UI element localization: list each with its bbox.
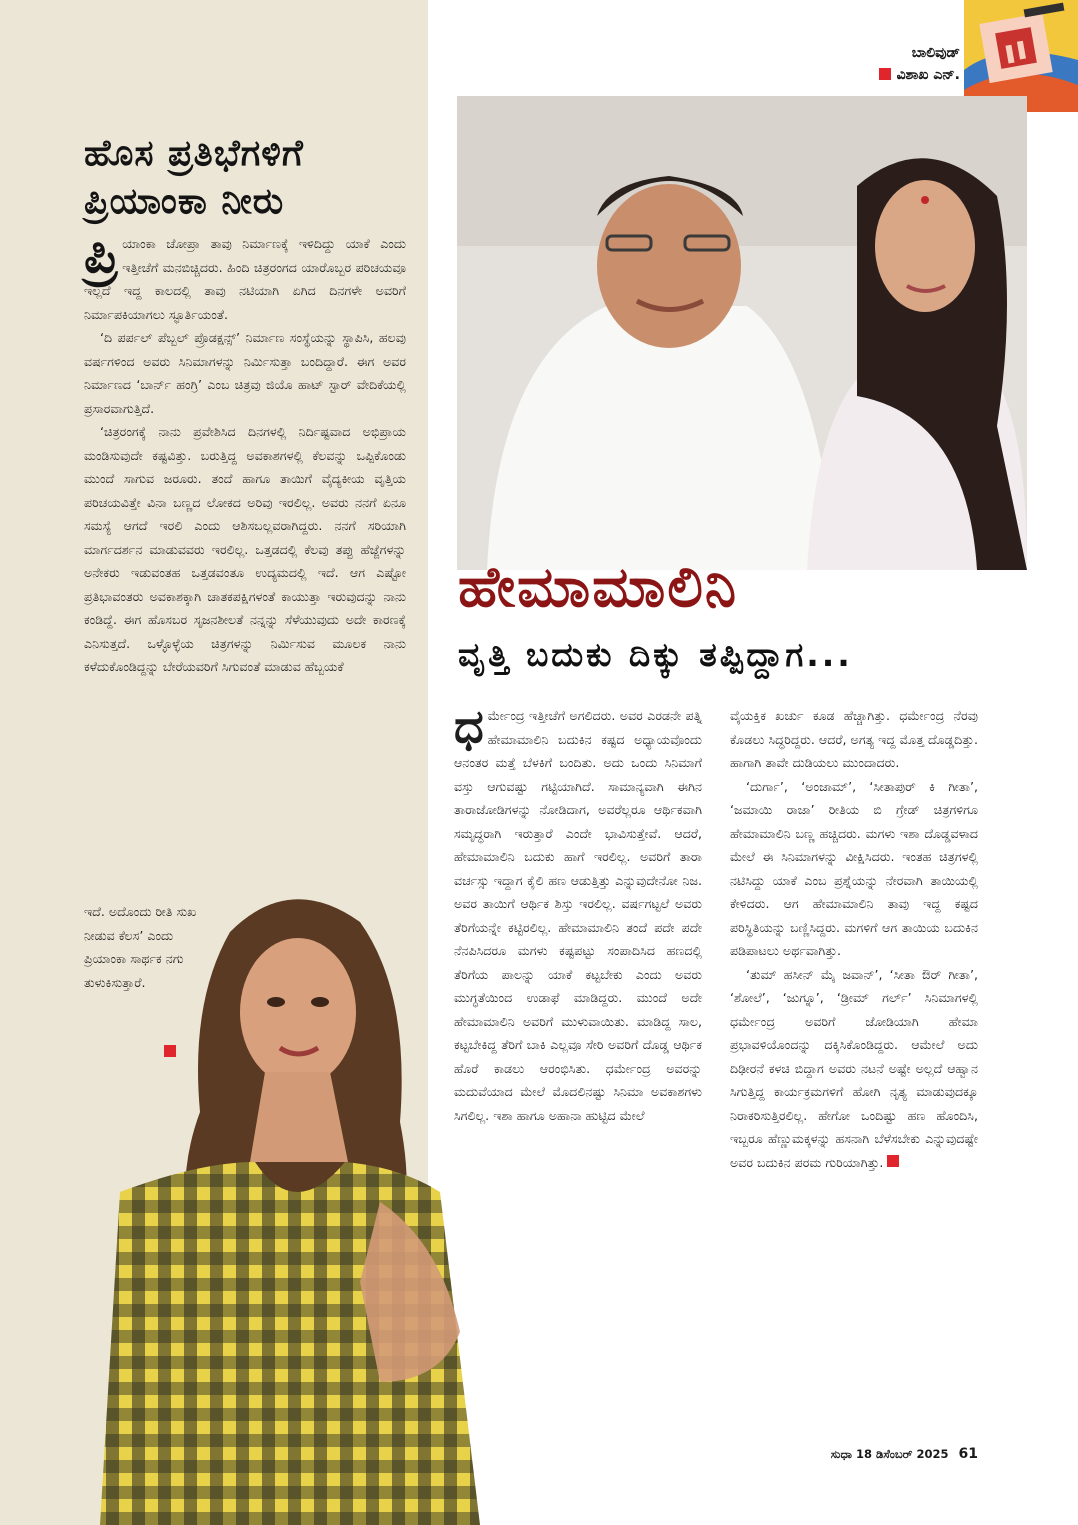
magazine-name: ಸುಧಾ	[830, 1447, 852, 1461]
page-footer	[810, 1444, 978, 1464]
side-title-line-1: ಹೊಸ ಪ್ರತಿಭೆಗಳಿಗೆ	[84, 133, 304, 174]
article-paragraph: ‘ದುರ್ಗಾ’, ‘ಅಂಜಾಮ್’, ‘ಸೀತಾಪುರ್ ಕಿ ಗೀತಾ’, ‘ಜಮಾಯಿ ರಾಜಾ’ ರೀತಿಯ ಬಿ ಗ್ರೇಡ್ ಚಿತ್ರಗಳಿಗೂ ಹೇಮಾಮಾಲಿನಿ ಬಣ್ಣ ಹಚ್ಚಿದರು. ಮಗಳು ಇಶಾ ದೊಡ್ಡವಳಾದ ಮೇಲೆ ಈ ಸಿನಿಮಾಗಳನ್ನು ವೀಕ್ಷಿಸಿದರು. ಇಂತಹ ಚಿತ್ರಗಳಲ್ಲಿ ನಟಿಸಿದ್ದು ಯಾಕೆ ಎಂಬ ಪ್ರಶ್ನೆಯನ್ನು ನೇರವಾಗಿ ತಾಯಿಯಲ್ಲಿ ಕೇಳಿದರು. ಆಗ ಹೇಮಾಮಾಲಿನಿ ತಾವು ಇದ್ದ ಕಷ್ಟದ ಪರಿಸ್ಥಿತಿಯನ್ನು ಬಣ್ಣಿಸಿದ್ದರು. ಮಗಳಿಗೆ ಆಗ ತಾಯಿಯ ಬದುಕಿನ ಪಡಿಪಾಟಲು ಅರ್ಥವಾಗಿತ್ತು.	[730, 778, 978, 958]
main-story-title: ಹೇಮಾಮಾಲಿನಿ	[458, 554, 739, 620]
side-paragraph: ‘ಚಿತ್ರರಂಗಕ್ಕೆ ನಾನು ಪ್ರವೇಶಿಸಿದ ದಿನಗಳಲ್ಲಿ ನಿರ್ದಿಷ್ಟವಾದ ಅಭಿಪ್ರಾಯ ಮಂಡಿಸುವುದೇ ಕಷ್ಟವಿತ್ತು. ಬರುತ್ತಿದ್ದ ಅವಕಾಶಗಳಲ್ಲಿ ಕೆಲವನ್ನು ಒಪ್ಪಿಕೊಂಡು ಮುಂದೆ ಸಾಗುವ ಜರೂರು. ತಂದೆ ಹಾಗೂ ತಾಯಿಗೆ ವೈದ್ಯಕೀಯ ವೃತ್ತಿಯ ಪರಿಚಯವಿತ್ತೇ ವಿನಾ ಬಣ್ಣದ ಲೋಕದ ಅರಿವು ಇರಲಿಲ್ಲ. ಅವರು ನನಗೆ ಏನೂ ಸಮಸ್ಯೆ ಆಗದೆ ಇರಲಿ ಎಂದು ಆಶಿಸಬಲ್ಲವರಾಗಿದ್ದರು. ನನಗೆ ಸರಿಯಾಗಿ ಮಾರ್ಗದರ್ಶನ ಮಾಡುವವರು ಇರಲಿಲ್ಲ. ಒತ್ತಡದಲ್ಲಿ ಕೆಲವು ತಪ್ಪು ಹೆಜ್ಜೆಗಳನ್ನು ಅನೇಕರು ಇಡುವಂತಹ ಒತ್ತಡವಂತೂ ಉದ್ಯಮದಲ್ಲಿ ಇದೆ. ಆಗ ಎಷ್ಟೋ ಪ್ರತಿಭಾವಂತರು ಅವಕಾಶಕ್ಕಾಗಿ ಚಾತಕಪಕ್ಷಿಗಳಂತೆ ಕಾಯುತ್ತಾ ಇರುವುದನ್ನು ನಾನು ಕಂಡಿದ್ದೆ. ಈಗ ಹೊಸಬರ ಸೃಜನಶೀಲತೆ ನನ್ನನ್ನು ಸೆಳೆಯುವುದು ಅದೇ ಕಾರಣಕ್ಕೆ ಎನಿಸುತ್ತದೆ. ಒಳ್ಳೊಳ್ಳೆಯ ಚಿತ್ರಗಳನ್ನು ನಿರ್ಮಿಸುವ ಮೂಲಕ ನಾನು ಕಳೆದುಕೊಂಡಿದ್ದನ್ನು ಬೇರೆಯವರಿಗೆ ಸಿಗುವಂತೆ ಮಾಡುವ ಹೆಬ್ಬಯಕೆ	[84, 424, 406, 674]
article-column-1	[454, 699, 702, 1127]
article-column-2	[730, 704, 978, 1174]
side-end-mark	[164, 1042, 176, 1061]
author-name: ವಿಶಾಖ ಎನ್.	[896, 67, 960, 83]
red-square-icon	[887, 1155, 899, 1167]
side-story-tail: ಇದೆ. ಅದೊಂದು ರೀತಿ ಸುಖ ನೀಡುವ ಕೆಲಸ’ ಎಂದು ಪ್ರಿಯಾಂಕಾ ಸಾರ್ಥಕ ನಗು ತುಳುಕಿಸುತ್ತಾರೆ.	[84, 904, 197, 990]
dharmendra-hema-photo	[457, 96, 1027, 570]
article-paragraph: ವೈಯಕ್ತಿಕ ಖರ್ಚು ಕೂಡ ಹೆಚ್ಚಾಗಿತ್ತು. ಧರ್ಮೇಂದ್ರ ನೆರವು ಕೊಡಲು ಸಿದ್ಧರಿದ್ದರು. ಆದರೆ, ಅಗತ್ಯ ಇದ್ದ ಮೊತ್ತ ದೊಡ್ಡದಿತ್ತು. ಹಾಗಾಗಿ ತಾವೇ ದುಡಿಯಲು ಮುಂದಾದರು.	[730, 708, 978, 770]
side-dropcap: ಪ್ರಿ	[84, 226, 119, 284]
side-story-body	[84, 226, 406, 679]
red-square-icon	[879, 68, 891, 80]
author-byline	[826, 64, 960, 86]
main-story-subtitle: ವೃತ್ತಿ ಬದುಕು ದಿಕ್ಕು ತಪ್ಪಿದ್ದಾಗ...	[458, 635, 853, 674]
side-title-line-2: ಪ್ರಿಯಾಂಕಾ ನೀರು	[84, 181, 285, 222]
side-story-title	[84, 130, 414, 226]
article-paragraph-text: ‘ತುಮ್ ಹಸೀನ್ ಮೈ ಜವಾನ್’, ‘ಸೀತಾ ಔರ್ ಗೀತಾ’, ‘ಶೋಲೆ’, ‘ಜುಗ್ನೂ’, ‘ಡ್ರೀಮ್ ಗರ್ಲ್’ ಸಿನಿಮಾಗಳಲ್ಲಿ ಧರ್ಮೇಂದ್ರ ಅವರಿಗೆ ಜೋಡಿಯಾಗಿ ಹೇಮಾ ಪ್ರಭಾವಳಿಯೊಂದನ್ನು ದಕ್ಕಿಸಿಕೊಂಡಿದ್ದರು. ಆಮೇಲೆ ಅದು ದಿಢೀರನೆ ಕಳಚಿ ಬಿದ್ದಾಗ ಅವರು ನಟನೆ ಅಷ್ಟೇ ಅಲ್ಲದೆ ಆಹ್ವಾನ ಸಿಗುತ್ತಿದ್ದ ಕಾರ್ಯಕ್ರಮಗಳಿಗೆ ಹೋಗಿ ನೃತ್ಯ ಮಾಡುವುದಕ್ಕೂ ನಿರಾಕರಿಸುತ್ತಿರಲಿಲ್ಲ. ಹೇಗೋ ಒಂದಿಷ್ಟು ಹಣ ಹೊಂದಿಸಿ, ಇಬ್ಬರೂ ಹೆಣ್ಣುಮಕ್ಕಳನ್ನು ಹಸನಾಗಿ ಬೆಳೆಸಬೇಕು ಎನ್ನುವುದಷ್ಟೇ ಅವರ ಬದುಕಿನ ಪರಮ ಗುರಿಯಾಗಿತ್ತು.	[730, 966, 978, 1170]
red-square-icon	[164, 1045, 176, 1057]
article-paragraph	[454, 699, 702, 1127]
issue-date: 18 ಡಿಸೆಂಬರ್ 2025	[855, 1447, 949, 1461]
page-number: 61	[958, 1446, 978, 1462]
main-dropcap: ಧ	[454, 699, 484, 753]
article-paragraph	[730, 963, 978, 1175]
section-label: ಬಾಲಿವುಡ್	[911, 45, 960, 61]
side-paragraph-text: ಯಾಂಕಾ ಚೋಪ್ರಾ ತಾವು ನಿರ್ಮಾಣಕ್ಕೆ ಇಳಿದಿದ್ದು ಯಾಕೆ ಎಂದು ಇತ್ತೀಚೆಗೆ ಮನಬಿಚ್ಚಿದರು. ಹಿಂದಿ ಚಿತ್ರರಂಗದ ಯಾರೊಬ್ಬರ ಪರಿಚಯವೂ ಇಲ್ಲದೆ ಇದ್ದ ಕಾಲದಲ್ಲಿ ತಾವು ನಟಿಯಾಗಿ ಏಗಿದ ದಿನಗಳೇ ಅವರಿಗೆ ನಿರ್ಮಾಪಕಿಯಾಗಲು ಸ್ಫೂರ್ತಿಯಂತೆ.	[84, 236, 406, 322]
side-paragraph: ‘ದಿ ಪರ್ಪಲ್ ಪೆಬ್ಬಲ್ ಪ್ರೊಡಕ್ಷನ್ಸ್’ ನಿರ್ಮಾಣ ಸಂಸ್ಥೆಯನ್ನು ಸ್ಥಾಪಿಸಿ, ಹಲವು ವರ್ಷಗಳಿಂದ ಅವರು ಸಿನಿಮಾಗಳನ್ನು ನಿರ್ಮಿಸುತ್ತಾ ಬಂದಿದ್ದಾರೆ. ಈಗ ಅವರ ನಿರ್ಮಾಣದ ‘ಬಾರ್ನ್ ಹಂಗ್ರಿ’ ಎಂಬ ಚಿತ್ರವು ಜಿಯೊ ಹಾಟ್ ಸ್ಟಾರ್ ವೇದಿಕೆಯಲ್ಲಿ ಪ್ರಸಾರವಾಗುತ್ತಿದೆ.	[84, 330, 406, 416]
side-paragraph	[84, 226, 406, 326]
article-paragraph-text: ರ್ಮೇಂದ್ರ ಇತ್ತೀಚೆಗೆ ಅಗಲಿದರು. ಅವರ ಎರಡನೇ ಪತ್ನಿ ಹೇಮಾಮಾಲಿನಿ ಬದುಕಿನ ಕಷ್ಟದ ಅಧ್ಯಾಯವೊಂದು ಆನಂತರ ಮತ್ತೆ ಬೆಳಕಿಗೆ ಬಂದಿತು. ಅದು ಒಂದು ಸಿನಿಮಾಗೆ ವಸ್ತು ಆಗುವಷ್ಟು ಗಟ್ಟಿಯಾಗಿದೆ. ಸಾಮಾನ್ಯವಾಗಿ ಈಗಿನ ತಾರಾಜೋಡಿಗಳನ್ನು ನೋಡಿದಾಗ, ಅವರೆಲ್ಲರೂ ಆರ್ಥಿಕವಾಗಿ ಸಮೃದ್ಧರಾಗಿ ಇರುತ್ತಾರೆ ಎಂದೇ ಭಾವಿಸುತ್ತೇವೆ. ಆದರೆ, ಹೇಮಾಮಾಲಿನಿ ಬದುಕು ಹಾಗೆ ಇರಲಿಲ್ಲ. ಅವರಿಗೆ ತಾರಾ ವರ್ಚಸ್ಸು ಇದ್ದಾಗ ಕೈಲಿ ಹಣ ಆಡುತ್ತಿತ್ತು ಎನ್ನುವುದೇನೋ ನಿಜ. ಅವರ ತಾಯಿಗೆ ಆರ್ಥಿಕ ಶಿಸ್ತು ಇರಲಿಲ್ಲ. ವರ್ಷಗಟ್ಟಲೆ ಅವರು ತೆರಿಗೆಯನ್ನೇ ಕಟ್ಟಿರಲಿಲ್ಲ. ಹೇಮಾಮಾಲಿನಿ ತಂದೆ ಪದೇ ಪದೇ ನೆನಪಿಸಿದರೂ ಮಗಳು ಕಷ್ಟಪಟ್ಟು ಸಂಪಾದಿಸಿದ ಹಣದಲ್ಲಿ ತೆರಿಗೆಯ ಪಾಲನ್ನು ಯಾಕೆ ಕಟ್ಟಬೇಕು ಎಂದು ಅವರು ಮುಗ್ಧತೆಯಿಂದ ಉಡಾಫೆ ಮಾಡಿದ್ದರು. ಮುಂದೆ ಅದೇ ಹೇಮಾಮಾಲಿನಿ ಅವರಿಗೆ ಮುಳುವಾಯಿತು. ಮಾಡಿದ್ದ ಸಾಲ, ಕಟ್ಟಬೇಕಿದ್ದ ತೆರಿಗೆ ಬಾಕಿ ಎಲ್ಲವೂ ಸೇರಿ ಅವರಿಗೆ ದೊಡ್ಡ ಆರ್ಥಿಕ ಹೊರೆ ಕಾಡಲು ಆರಂಭಿಸಿತು. ಧರ್ಮೇಂದ್ರ ಅವರನ್ನು ಮದುವೆಯಾದ ಮೇಲೆ ಮೊದಲಿನಷ್ಟು ಸಿನಿಮಾ ಅವಕಾಶಗಳು ಸಿಗಲಿಲ್ಲ. ಇಶಾ ಹಾಗೂ ಅಹಾನಾ ಹುಟ್ಟಿದ ಮೇಲೆ	[454, 708, 702, 1123]
